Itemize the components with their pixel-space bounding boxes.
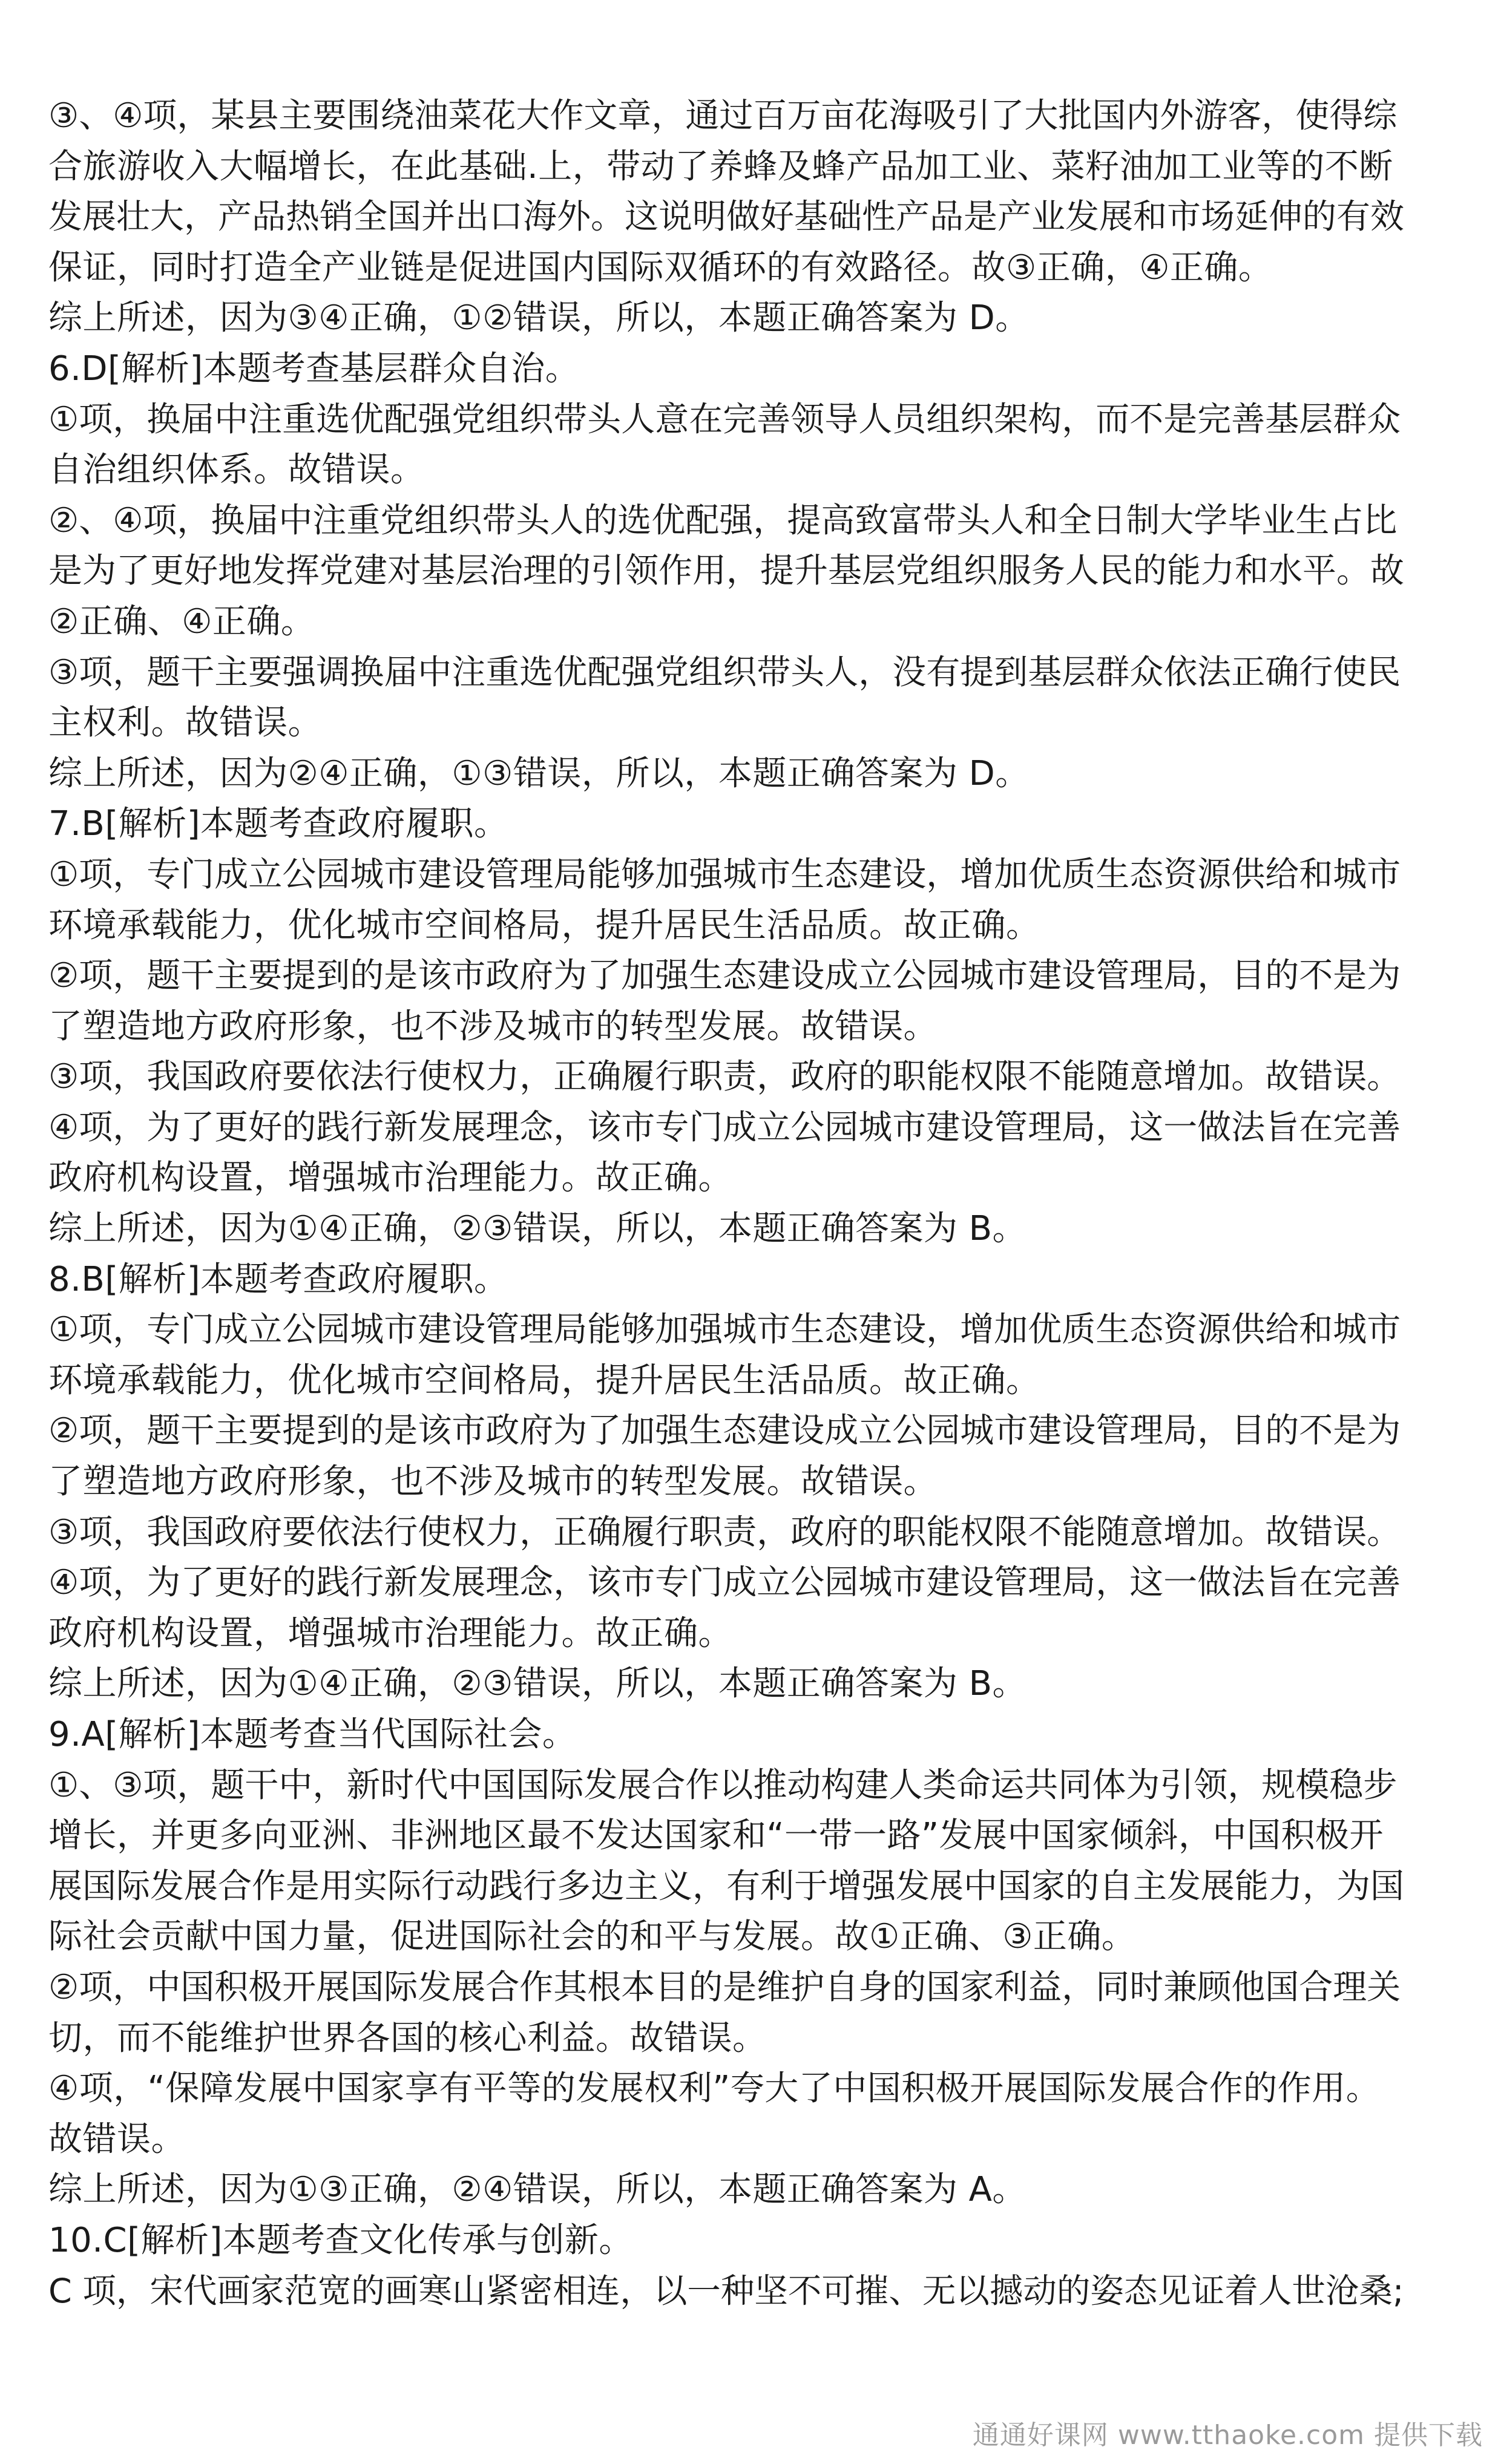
text-line: 了塑造地方政府形象，也不涉及城市的转型发展。故错误。: [48, 1006, 938, 1046]
text-line: 环境承载能力，优化城市空间格局，提升居民生活品质。故正确。: [48, 1360, 1040, 1400]
text-line: ①、③项，题干中，新时代中国国际发展合作以推动构建人类命运共同体为引领，规模稳步: [48, 1765, 1398, 1805]
question-heading: 8.B[解析]本题考查政府履职。: [48, 1259, 508, 1299]
text-line: ③项，我国政府要依法行使权力，正确履行职责，政府的职能权限不能随意增加。故错误。: [48, 1057, 1401, 1097]
text-line: 际社会贡献中国力量，促进国际社会的和平与发展。故①正确、③正确。: [48, 1917, 1136, 1957]
summary-line: 综上所述，因为①④正确，②③错误，所以，本题正确答案为 B。: [48, 1664, 1027, 1704]
text-line: 展国际发展合作是用实际行动践行多边主义，有利于增强发展中国家的自主发展能力，为国: [48, 1866, 1404, 1906]
summary-line: 综上所述，因为②④正确，①③错误，所以，本题正确答案为 D。: [48, 753, 1030, 793]
footer-watermark: 通通好课网 www.tthaoke.com 提供下载: [972, 2420, 1483, 2451]
question-heading: 6.D[解析]本题考查基层群众自治。: [48, 349, 580, 388]
text-line: ④项，“保障发展中国家享有平等的发展权利”夸大了中国积极开展国际发展合作的作用。: [48, 2069, 1381, 2109]
text-line: ①项，换届中注重选优配强党组织带头人意在完善领导人员组织架构，而不是完善基层群众: [48, 399, 1401, 439]
text-line: ①项，专门成立公园城市建设管理局能够加强城市生态建设，增加优质生态资源供给和城市: [48, 854, 1401, 894]
summary-line: 综上所述，因为①③正确，②④错误，所以，本题正确答案为 A。: [48, 2170, 1026, 2210]
text-line: ③、④项，某县主要围绕油菜花大作文章，通过百万亩花海吸引了大批国内外游客，使得综: [48, 96, 1398, 136]
text-line: ②项，题干主要提到的是该市政府为了加强生态建设成立公园城市建设管理局，目的不是为: [48, 1411, 1401, 1451]
text-line: ②项，题干主要提到的是该市政府为了加强生态建设成立公园城市建设管理局，目的不是为: [48, 956, 1401, 996]
text-line: 了塑造地方政府形象，也不涉及城市的转型发展。故错误。: [48, 1462, 938, 1502]
text-line: 是为了更好地发挥党建对基层治理的引领作用，提升基层党组织服务人民的能力和水平。故: [48, 551, 1404, 591]
text-line: 主权利。故错误。: [48, 703, 322, 743]
text-line: 增长，并更多向亚洲、非洲地区最不发达国家和“一带一路”发展中国家倾斜，中国积极开: [48, 1816, 1384, 1856]
text-line: 政府机构设置，增强城市治理能力。故正确。: [48, 1158, 732, 1198]
document-body: [48, 91, 1404, 2316]
text-line: 发展壮大，产品热销全国并出口海外。这说明做好基础性产品是产业发展和市场延伸的有效: [48, 197, 1404, 237]
question-heading: 7.B[解析]本题考查政府履职。: [48, 804, 508, 844]
summary-line: 综上所述，因为①④正确，②③错误，所以，本题正确答案为 B。: [48, 1209, 1027, 1249]
text-line: 政府机构设置，增强城市治理能力。故正确。: [48, 1613, 732, 1653]
text-line: ②项，中国积极开展国际发展合作其根本目的是维护自身的国家利益，同时兼顾他国合理关: [48, 1967, 1401, 2007]
text-line: ②正确、④正确。: [48, 601, 315, 641]
text-line: 保证，同时打造全产业链是促进国内国际双循环的有效路径。故③正确，④正确。: [48, 247, 1273, 287]
text-line: ③项，我国政府要依法行使权力，正确履行职责，政府的职能权限不能随意增加。故错误。: [48, 1512, 1401, 1552]
text-line: ①项，专门成立公园城市建设管理局能够加强城市生态建设，增加优质生态资源供给和城市: [48, 1310, 1401, 1350]
text-line: 合旅游收入大幅增长，在此基础.上，带动了养蜂及蜂产品加工业、菜籽油加工业等的不断: [48, 146, 1393, 186]
text-line: 环境承载能力，优化城市空间格局，提升居民生活品质。故正确。: [48, 905, 1040, 945]
text-line: 切，而不能维护世界各国的核心利益。故错误。: [48, 2018, 767, 2058]
summary-line: 综上所述，因为③④正确，①②错误，所以，本题正确答案为 D。: [48, 298, 1030, 338]
text-line: ②、④项，换届中注重党组织带头人的选优配强，提高致富带头人和全日制大学毕业生占比: [48, 500, 1398, 540]
text-line: ④项，为了更好的践行新发展理念，该市专门成立公园城市建设管理局，这一做法旨在完善: [48, 1563, 1401, 1603]
question-heading: 9.A[解析]本题考查当代国际社会。: [48, 1715, 577, 1754]
text-line: C 项，宋代画家范宽的画寒山紧密相连，以一种坚不可摧、无以撼动的姿态见证着人世沧桑;: [48, 2271, 1404, 2311]
text-line: ④项，为了更好的践行新发展理念，该市专门成立公园城市建设管理局，这一做法旨在完善: [48, 1107, 1401, 1147]
text-line: 故错误。: [48, 2119, 185, 2159]
text-line: 自治组织体系。故错误。: [48, 450, 425, 490]
text-line: ③项，题干主要强调换届中注重选优配强党组织带头人，没有提到基层群众依法正确行使民: [48, 652, 1401, 692]
question-heading: 10.C[解析]本题考查文化传承与创新。: [48, 2220, 633, 2260]
